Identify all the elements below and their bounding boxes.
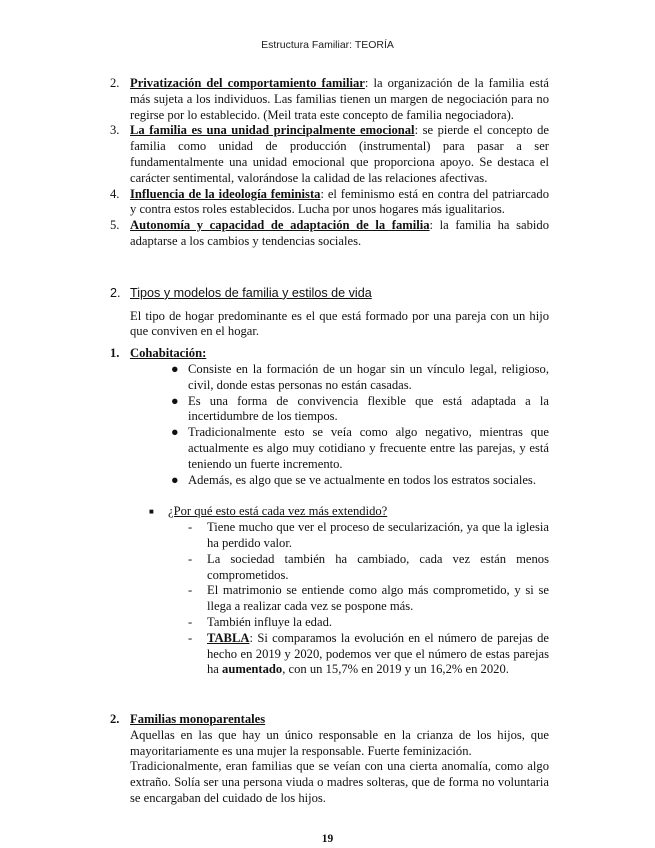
tabla-label: TABLA: [207, 630, 250, 645]
bullet-item: [171, 425, 549, 472]
list-item-text: [130, 218, 549, 250]
dash-item: [188, 630, 549, 678]
subsection-heading: [0, 712, 655, 728]
question-item: [149, 504, 655, 520]
bullet-item: [171, 361, 549, 394]
bullet-icon: ●: [171, 361, 179, 376]
dash-item: [188, 551, 549, 584]
bullet-icon: ●: [171, 393, 179, 408]
section-heading: [0, 286, 655, 302]
tabla-text: : Si comparamos la evolución en el número de parejas de hecho en 2019 y 2020, podemos ver que el número de estas parejas ha: [207, 630, 549, 677]
dash-icon: -: [188, 520, 193, 535]
bullet-text: Es una forma de convivencia flexible que está adaptada a la incertidumbre de los tiempos.: [188, 393, 549, 424]
paragraph: Aquellas en las que hay un único responsable en la crianza de los hijos, que mayoritariamente es una mujer la responsable. Fuerte feminización.: [130, 727, 549, 758]
bullet-item: [171, 472, 549, 489]
subsection-title: Cohabitación:: [130, 346, 207, 361]
tabla-bold-text: aumentado: [222, 662, 283, 677]
bullet-text: Consiste en la formación de un hogar sin un vínculo legal, religioso, civil, donde estas personas no están casadas.: [188, 361, 549, 392]
section-number: 2.: [110, 285, 121, 300]
bullet-text: Además, es algo que se ve actualmente en todos los estratos sociales.: [188, 472, 536, 487]
list-item-body: : se pierde el concepto de familia como unidad de producción (instrumental) para pasar a ser fundamentalmente una unidad emocional que proporciona apoyo. Se destaca el carácter sentimental, valorándose la calidad de las relaciones afectivas.: [130, 123, 549, 185]
list-item: [0, 76, 655, 123]
dash-text: Tiene mucho que ver el proceso de secularización, ya que la iglesia ha perdido valor.: [207, 520, 549, 550]
list-item-title: Privatización del comportamiento familiar: [130, 76, 365, 90]
dash-item: [188, 614, 549, 631]
list-item-text: [130, 123, 549, 186]
subsection-heading: [0, 346, 655, 362]
subsection-number: 1.: [110, 346, 120, 361]
list-item: [0, 123, 655, 186]
list-number: 3.: [110, 123, 120, 138]
page-body: [0, 76, 655, 807]
page-number: 19: [321, 833, 334, 845]
list-item-title: Influencia de la ideología feminista: [130, 186, 321, 201]
dash-icon: -: [188, 583, 193, 598]
bullet-icon: ●: [171, 425, 179, 440]
list-item-text: [130, 76, 549, 123]
dash-text: El matrimonio se entiende como algo más comprometido, y si se llega a realizar cada vez se pospone más.: [207, 583, 549, 614]
dash-text: La sociedad también ha cambiado, cada vez están menos comprometidos.: [207, 551, 549, 582]
list-item-title: Autonomía y capacidad de adaptación de la familia: [130, 218, 430, 233]
subsection-title: Familias monoparentales: [130, 712, 266, 727]
list-number: 4.: [110, 186, 120, 201]
list-item-body: : la organización de la familia está más sujeta a los individuos. Las familias tienen un margen de negociación para no regirse por lo establecido. (Meil trata este concepto de familia negociadora).: [130, 76, 549, 122]
dash-text: También influye la edad.: [207, 614, 333, 629]
list-item-body: : la familia ha sabido adaptarse a los cambios y tendencias sociales.: [130, 218, 549, 248]
list-number: 2.: [110, 76, 120, 90]
list-item-body: : el feminismo está en contra del patriarcado y contra estos roles establecidos. Lucha por unos hogares más igualitarios.: [130, 186, 549, 217]
dash-item: [188, 583, 549, 615]
list-item: [0, 187, 655, 219]
list-item: [0, 218, 655, 250]
paragraph: Tradicionalmente, eran familias que se veían con una cierta anomalía, como algo extraño. Solía ser una persona viuda o madres solteras, que de forma no voluntaria se encargaban del cuidado de los hijos.: [130, 759, 549, 806]
bullet-item: [171, 393, 549, 426]
list-item-text: [130, 187, 549, 219]
bullet-text: Tradicionalmente esto se veía como algo negativo, mientras que actualmente es algo muy cotidiano y frecuente entre las parejas, y está teniendo un fuerte incremento.: [188, 425, 549, 471]
bullet-icon: ●: [171, 472, 179, 487]
section-intro: El tipo de hogar predominante es el que está formado por una pareja con un hijo que conviven en el hogar.: [130, 308, 549, 339]
dash-icon: -: [188, 614, 193, 629]
dash-icon: -: [188, 551, 193, 566]
list-item-title: La familia es una unidad principalmente emocional: [130, 123, 415, 138]
square-bullet-icon: ■: [149, 507, 154, 517]
question-text: ¿Por qué esto está cada vez más extendido?: [168, 504, 388, 519]
list-number: 5.: [110, 218, 120, 233]
section-title: Tipos y modelos de familia y estilos de vida: [130, 285, 372, 300]
tabla-text-end: , con un 15,7% en 2019 y un 16,2% en 2020.: [282, 662, 509, 677]
page-header: Estructura Familiar: TEORÍA: [261, 39, 394, 51]
subsection-number: 2.: [110, 712, 120, 727]
dash-icon: -: [188, 630, 193, 645]
dash-item: [188, 520, 549, 552]
